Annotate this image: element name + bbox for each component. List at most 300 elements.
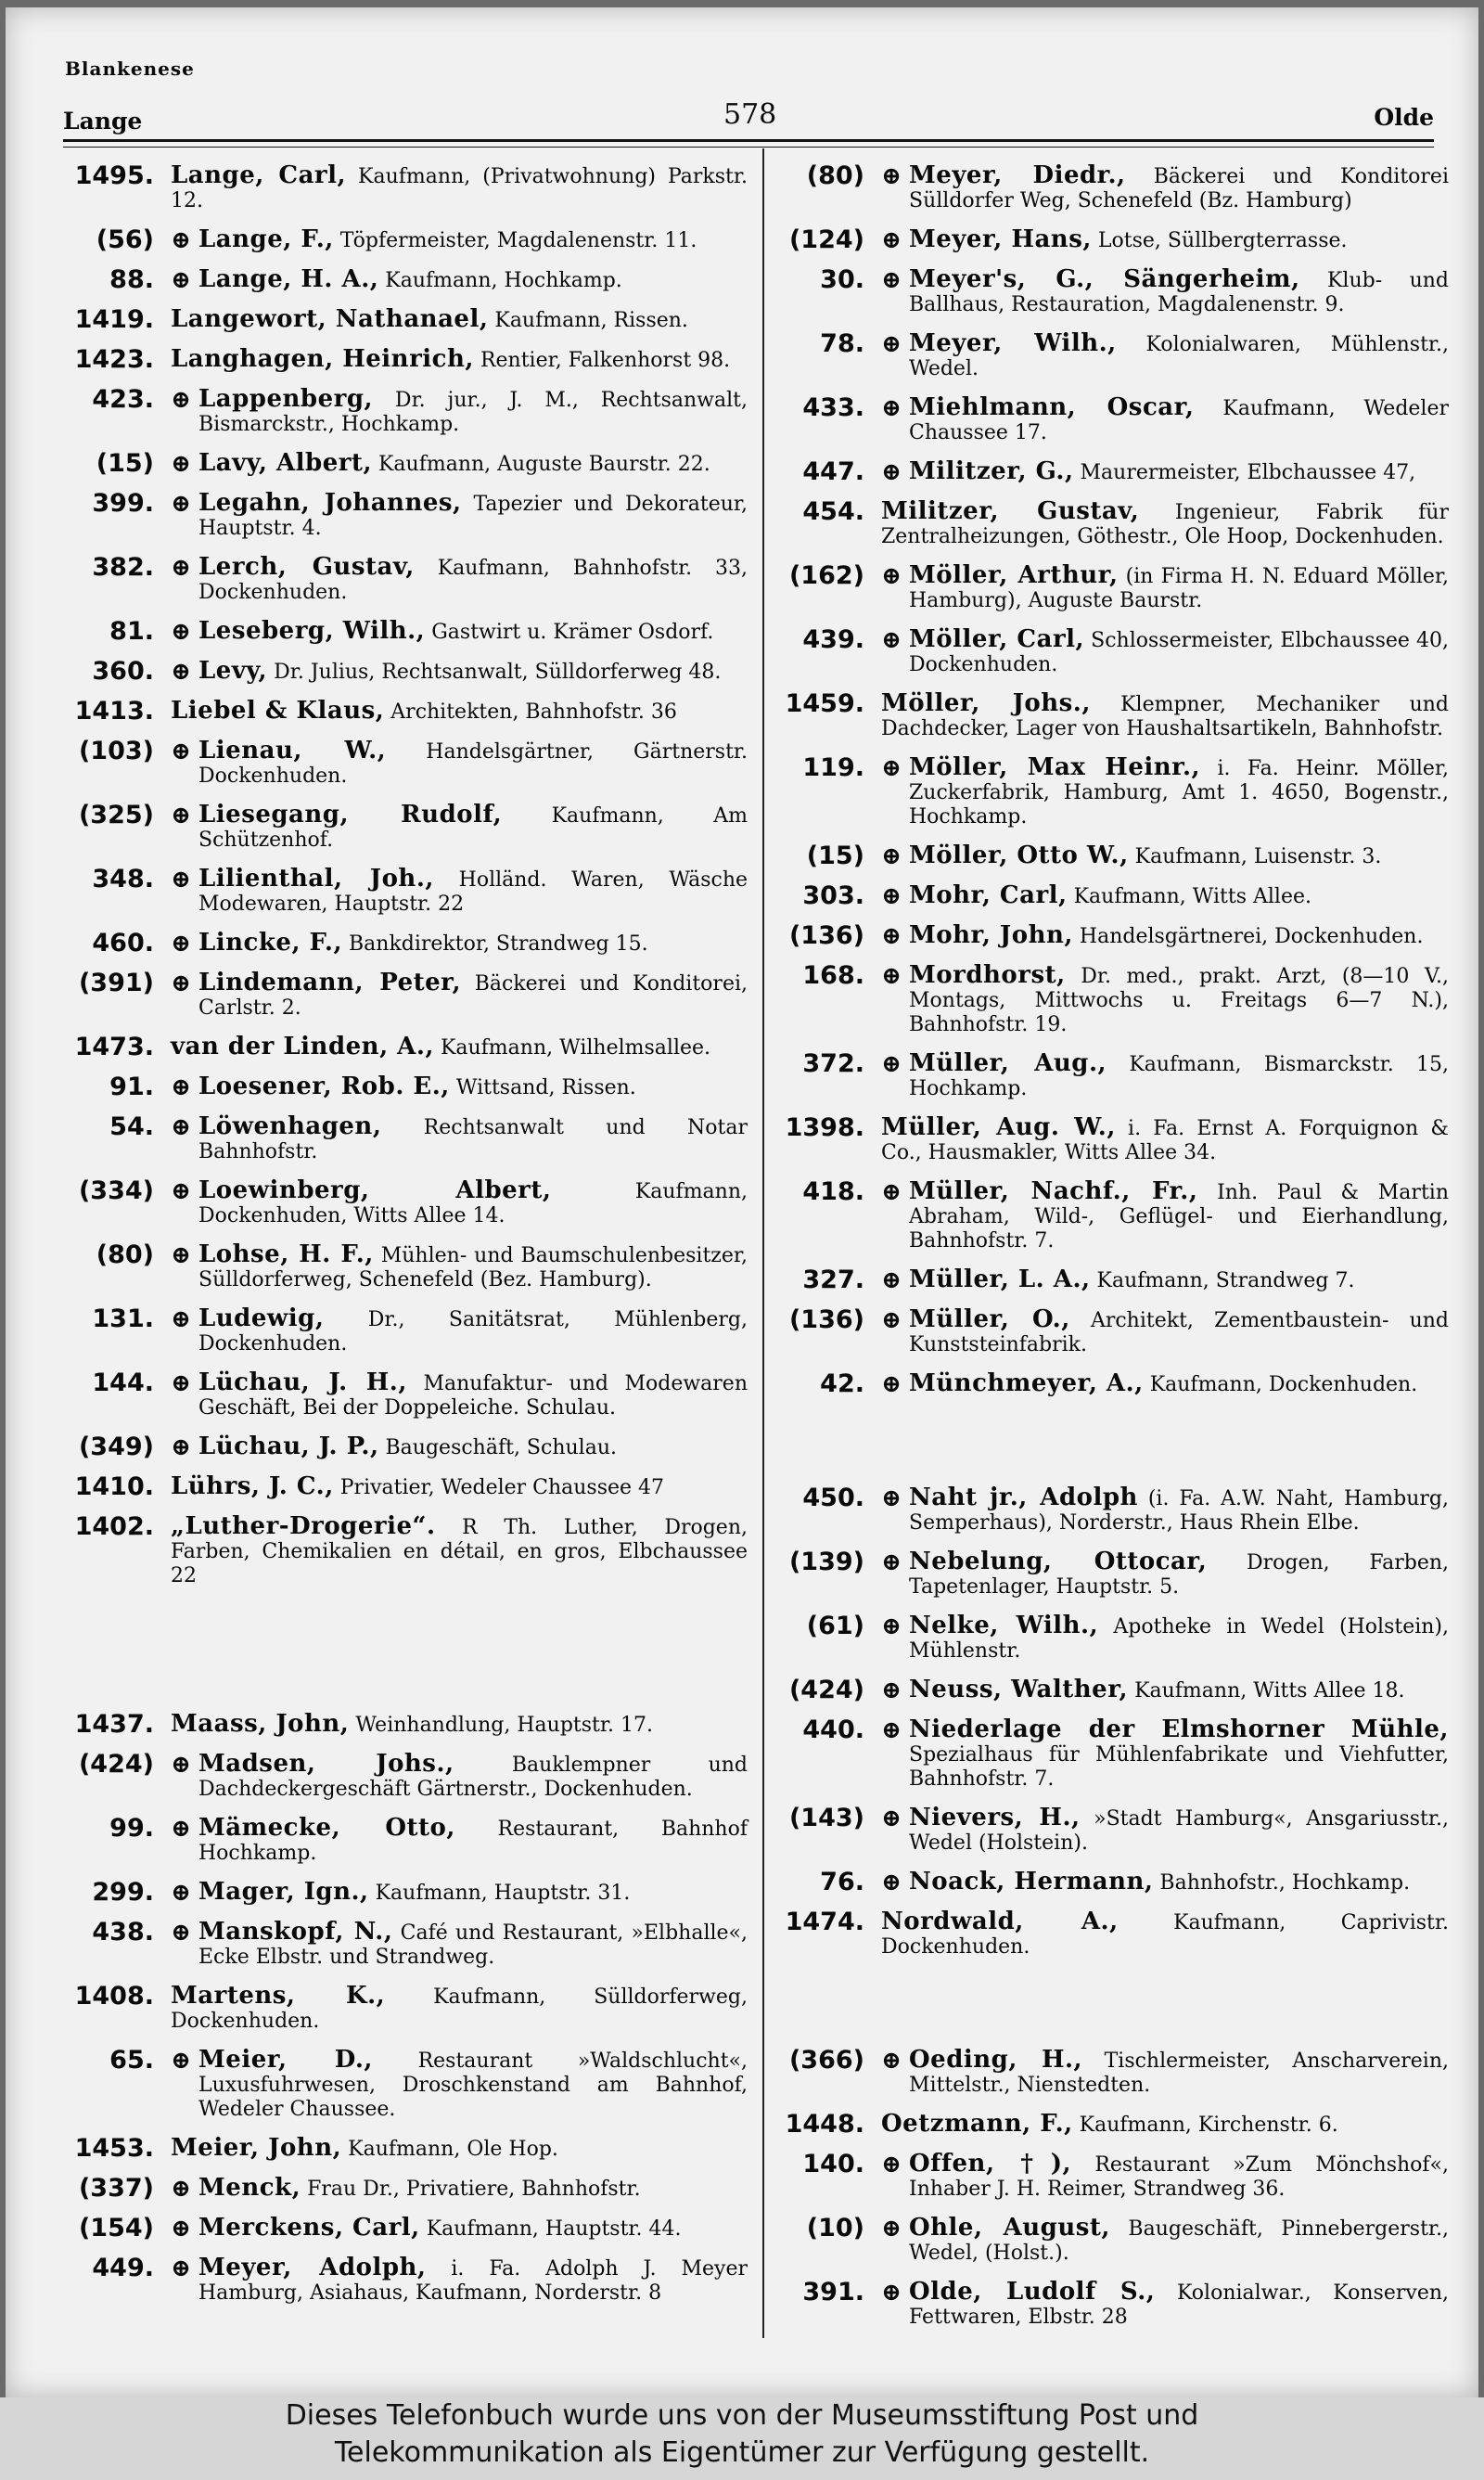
subscriber-details: Maurermeister, Elbchaussee 47, bbox=[1073, 461, 1416, 484]
directory-entry bbox=[781, 563, 1449, 613]
subscriber-details: Frau Dr., Privatiere, Bahnhofstr. bbox=[301, 2178, 641, 2201]
subscriber-details: Kaufmann, Am Schützenhof. bbox=[198, 804, 748, 852]
subscriber-name: Müller, Aug., bbox=[909, 1049, 1107, 1077]
directory-entry bbox=[781, 395, 1449, 445]
subscriber-details: Gastwirt u. Krämer Osdorf. bbox=[425, 621, 714, 644]
phone-mark-icon: ⊕ bbox=[171, 1241, 191, 1269]
subscriber-name: Ludewig, bbox=[198, 1304, 325, 1332]
phone-mark-icon: ⊕ bbox=[171, 866, 191, 893]
entry-text bbox=[198, 491, 748, 541]
directory-entry bbox=[33, 1178, 748, 1228]
subscriber-name: van der Linden, A., bbox=[171, 1033, 434, 1060]
entry-text bbox=[198, 555, 748, 605]
subscriber-details: R Th. Luther, Drogen, Farben, Chemikalien en détail, en gros, Elbchaussee 22 bbox=[171, 1516, 748, 1587]
subscriber-details: Kaufmann, Rissen. bbox=[488, 309, 688, 332]
right-column bbox=[781, 163, 1449, 2344]
phone-mark-icon: ⊕ bbox=[881, 1805, 902, 1832]
subscriber-name: Manskopf, N., bbox=[198, 1918, 393, 1946]
subscriber-name: Lüchau, J. H., bbox=[198, 1368, 407, 1396]
subscriber-name: Loesener, Rob. E., bbox=[198, 1073, 450, 1100]
subscriber-details: Baugeschäft, Pinnebergerstr., Wedel, (Holst.). bbox=[909, 2217, 1449, 2265]
phone-number: (143) bbox=[788, 1804, 864, 1832]
phone-number: 1402. bbox=[74, 1512, 154, 1541]
subscriber-name: Löwenhagen, bbox=[198, 1112, 382, 1140]
subscriber-name: Leseberg, Wilh., bbox=[198, 617, 426, 645]
subscriber-details: Kaufmann, (Privatwohnung) Parkstr. 12. bbox=[171, 165, 748, 212]
phone-number: 1398. bbox=[785, 1113, 864, 1142]
subscriber-details: (i. Fa. A.W. Naht, Hamburg, Semperhaus), Norderstr., Haus Rhein Elbe. bbox=[909, 1487, 1449, 1535]
directory-entry bbox=[33, 1370, 748, 1420]
subscriber-name: Madsen, Johs., bbox=[198, 1750, 454, 1778]
header-rule-thin bbox=[63, 147, 1434, 148]
phone-number: 1413. bbox=[74, 697, 154, 726]
phone-mark-icon: ⊕ bbox=[881, 962, 902, 990]
directory-entry bbox=[781, 883, 1449, 909]
entry-text bbox=[881, 2112, 1449, 2138]
subscriber-name: Liesegang, Rudolf, bbox=[198, 801, 503, 829]
subscriber-name: Müller, Aug. W., bbox=[881, 1113, 1116, 1141]
directory-entry bbox=[33, 659, 748, 685]
phone-mark-icon: ⊕ bbox=[171, 738, 191, 765]
subscriber-name: Müller, L. A., bbox=[909, 1266, 1091, 1293]
phone-mark-icon: ⊕ bbox=[881, 1266, 902, 1294]
entry-text bbox=[909, 563, 1449, 613]
phone-number: (103) bbox=[78, 737, 154, 765]
entry-text bbox=[198, 970, 748, 1021]
phone-number: (56) bbox=[96, 225, 154, 254]
entry-text bbox=[909, 883, 1449, 909]
directory-entry bbox=[781, 1307, 1449, 1357]
directory-entry bbox=[781, 843, 1449, 869]
entry-text bbox=[198, 2176, 748, 2202]
entry-text bbox=[198, 1752, 748, 1802]
phone-number: 450. bbox=[802, 1484, 864, 1512]
page-number: 578 bbox=[723, 98, 777, 131]
directory-entry bbox=[33, 1114, 748, 1164]
subscriber-details: Architekten, Bahnhofstr. 36 bbox=[384, 700, 677, 724]
subscriber-name: Möller, Arthur, bbox=[909, 561, 1119, 589]
entry-text bbox=[171, 1474, 748, 1500]
subscriber-details: Kaufmann, Dockenhuden, Witts Allee 14. bbox=[198, 1180, 748, 1227]
phone-mark-icon: ⊕ bbox=[881, 1178, 902, 1206]
subscriber-details: Töpfermeister, Magdalenenstr. 11. bbox=[333, 229, 697, 252]
entry-text bbox=[198, 451, 748, 477]
directory-entry bbox=[33, 1920, 748, 1970]
header-rule-thick bbox=[63, 139, 1434, 142]
subscriber-name: Liebel & Klaus, bbox=[171, 697, 385, 725]
directory-entry bbox=[33, 619, 748, 645]
phone-number: 99. bbox=[109, 1814, 154, 1843]
subscriber-details: Apotheke in Wedel (Holstein), Mühlenstr. bbox=[909, 1615, 1449, 1663]
phone-number: (124) bbox=[788, 225, 864, 254]
entry-text bbox=[198, 1370, 748, 1420]
subscriber-details: Bäckerei und Konditorei, Carlstr. 2. bbox=[198, 972, 748, 1020]
subscriber-details: Mühlen- und Baumschulenbesitzer, Sülldorferweg, Schenefeld (Bez. Hamburg). bbox=[198, 1244, 748, 1291]
subscriber-details: Rentier, Falkenhorst 98. bbox=[473, 349, 731, 372]
subscriber-details: i. Fa. Adolph J. Meyer Hamburg, Asiahaus, Kaufmann, Norderstr. 8 bbox=[198, 2257, 748, 2305]
entry-text bbox=[909, 1717, 1449, 1792]
subscriber-name: Nordwald, A., bbox=[881, 1908, 1119, 1935]
directory-entry bbox=[781, 2280, 1449, 2330]
phone-number: (10) bbox=[806, 2214, 864, 2242]
directory-entry bbox=[781, 227, 1449, 253]
subscriber-details: Privatier, Wedeler Chaussee 47 bbox=[333, 1476, 665, 1499]
directory-entry bbox=[33, 1816, 748, 1866]
phone-number: 119. bbox=[802, 753, 864, 782]
phone-mark-icon: ⊕ bbox=[881, 922, 902, 950]
entry-text bbox=[171, 163, 748, 213]
subscriber-name: Nievers, H., bbox=[909, 1804, 1081, 1831]
entry-text bbox=[171, 307, 748, 333]
subscriber-details: Tapezier und Dekorateur, Hauptstr. 4. bbox=[198, 493, 748, 540]
subscriber-details: Kaufmann, Hauptstr. 31. bbox=[368, 1882, 631, 1905]
entry-text bbox=[909, 1677, 1449, 1703]
phone-number: 81. bbox=[109, 617, 154, 646]
subscriber-name: Niederlage der Elmshorner Mühle, bbox=[909, 1715, 1449, 1743]
phone-number: 372. bbox=[802, 1049, 864, 1078]
phone-number: (162) bbox=[788, 561, 864, 590]
subscriber-name: Mohr, John, bbox=[909, 921, 1073, 949]
subscriber-details: Architekt, Zementbaustein- und Kunststeinfabrik. bbox=[909, 1309, 1449, 1356]
subscriber-details: Holländ. Waren, Wäsche Modewaren, Hauptstr. 22 bbox=[198, 868, 748, 916]
subscriber-name: Möller, Carl, bbox=[909, 625, 1085, 653]
subscriber-details: Inh. Paul & Martin Abraham, Wild-, Geflügel- und Eierhandlung, Bahnhofstr. 7. bbox=[909, 1181, 1449, 1253]
entry-text bbox=[198, 739, 748, 789]
directory-entry bbox=[33, 1514, 748, 1588]
phone-mark-icon: ⊕ bbox=[881, 1869, 902, 1896]
subscriber-name: Oeding, H., bbox=[909, 2046, 1083, 2074]
phone-mark-icon: ⊕ bbox=[171, 1369, 191, 1397]
directory-page bbox=[6, 7, 1478, 2397]
subscriber-name: Meier, D., bbox=[198, 2046, 373, 2074]
entry-text bbox=[909, 331, 1449, 381]
phone-number: (136) bbox=[788, 1305, 864, 1334]
phone-number: (154) bbox=[78, 2214, 154, 2242]
directory-entry bbox=[33, 347, 748, 373]
directory-entry bbox=[33, 2216, 748, 2242]
entry-text bbox=[198, 227, 748, 253]
phone-number: 348. bbox=[92, 865, 154, 893]
phone-number: 327. bbox=[802, 1266, 864, 1294]
directory-entry bbox=[33, 163, 748, 213]
subscriber-details: Kaufmann, Kirchenstr. 6. bbox=[1072, 2114, 1338, 2137]
phone-number: 65. bbox=[109, 2046, 154, 2075]
subscriber-details: Café und Restaurant, »Elbhalle«, Ecke Elbstr. und Strandweg. bbox=[198, 1921, 748, 1969]
section-gap bbox=[781, 1973, 1449, 2048]
subscriber-details: (in Firma H. N. Eduard Möller, Hamburg), Auguste Baurstr. bbox=[909, 565, 1449, 612]
subscriber-name: Möller, Otto W., bbox=[909, 842, 1129, 869]
subscriber-name: Levy, bbox=[198, 657, 268, 685]
directory-entry bbox=[781, 691, 1449, 741]
section-gap bbox=[33, 1602, 748, 1712]
section-gap bbox=[781, 1411, 1449, 1485]
subscriber-details: Kaufmann, Witts Allee 18. bbox=[1128, 1679, 1405, 1703]
phone-mark-icon: ⊕ bbox=[171, 1305, 191, 1333]
phone-mark-icon: ⊕ bbox=[171, 1073, 191, 1101]
subscriber-details: Dr., Sanitätsrat, Mühlenberg, Dockenhuden. bbox=[198, 1308, 748, 1356]
subscriber-details: Kaufmann, Dockenhuden. bbox=[1143, 1373, 1418, 1396]
entry-text bbox=[881, 499, 1449, 549]
entry-text bbox=[198, 1114, 748, 1164]
subscriber-details: Kaufmann, Bahnhofstr. 33, Dockenhuden. bbox=[198, 557, 748, 604]
phone-number: 144. bbox=[92, 1368, 154, 1397]
subscriber-details: Ingenieur, Fabrik für Zentralheizungen, Göthestr., Ole Hoop, Dockenhuden. bbox=[881, 501, 1449, 548]
directory-entry bbox=[33, 2176, 748, 2202]
directory-entry bbox=[33, 1306, 748, 1356]
subscriber-name: Nelke, Wilh., bbox=[909, 1612, 1099, 1639]
phone-mark-icon: ⊕ bbox=[171, 490, 191, 518]
directory-entry bbox=[781, 1371, 1449, 1397]
phone-number: 449. bbox=[92, 2254, 154, 2282]
directory-entry bbox=[33, 387, 748, 437]
subscriber-name: Lappenberg, bbox=[198, 385, 374, 413]
subscriber-details: Kaufmann, Caprivistr. Dockenhuden. bbox=[881, 1911, 1449, 1959]
phone-number: 440. bbox=[802, 1715, 864, 1744]
subscriber-name: Miehlmann, Oscar, bbox=[909, 393, 1195, 421]
phone-number: (80) bbox=[806, 161, 864, 190]
phone-mark-icon: ⊕ bbox=[881, 1548, 902, 1576]
phone-mark-icon: ⊕ bbox=[881, 562, 902, 590]
phone-number: 447. bbox=[802, 457, 864, 486]
directory-entry bbox=[33, 1984, 748, 2034]
directory-entry bbox=[33, 555, 748, 605]
subscriber-name: Militzer, G., bbox=[909, 457, 1074, 485]
phone-number: 42. bbox=[820, 1369, 864, 1398]
entry-text bbox=[909, 627, 1449, 677]
subscriber-name: „Luther-Drogerie“. bbox=[171, 1512, 436, 1540]
subscriber-details: Kaufmann, Bismarckstr. 15, Hochkamp. bbox=[909, 1053, 1449, 1100]
entry-text bbox=[198, 2216, 748, 2242]
phone-mark-icon: ⊕ bbox=[171, 554, 191, 582]
directory-entry bbox=[781, 1909, 1449, 1960]
phone-mark-icon: ⊕ bbox=[171, 1751, 191, 1779]
phone-number: (424) bbox=[78, 1750, 154, 1779]
phone-mark-icon: ⊕ bbox=[881, 1306, 902, 1334]
directory-entry bbox=[781, 331, 1449, 381]
phone-number: (80) bbox=[96, 1240, 154, 1269]
subscriber-details: Klempner, Mechaniker und Dachdecker, Lager von Haushaltsartikeln, Bahnhofstr. bbox=[881, 693, 1449, 740]
subscriber-details: Manufaktur- und Modewaren Geschäft, Bei der Doppeleiche. Schulau. bbox=[198, 1372, 748, 1420]
phone-number: 1408. bbox=[74, 1982, 154, 2011]
phone-number: 140. bbox=[802, 2150, 864, 2178]
phone-number: 76. bbox=[820, 1868, 864, 1896]
directory-entry bbox=[33, 451, 748, 477]
subscriber-name: Loewinberg, Albert, bbox=[198, 1176, 552, 1204]
phone-number: (61) bbox=[806, 1612, 864, 1640]
directory-entry bbox=[33, 699, 748, 725]
phone-mark-icon: ⊕ bbox=[881, 2151, 902, 2178]
phone-mark-icon: ⊕ bbox=[881, 226, 902, 254]
subscriber-name: Lindemann, Peter, bbox=[198, 969, 462, 996]
phone-number: 454. bbox=[802, 497, 864, 526]
entry-text bbox=[198, 1178, 748, 1228]
entry-text bbox=[881, 691, 1449, 741]
phone-number: 303. bbox=[802, 881, 864, 910]
entry-text bbox=[909, 395, 1449, 445]
subscriber-name: Meyer, Diedr., bbox=[909, 161, 1126, 189]
subscriber-details: Wittsand, Rissen. bbox=[449, 1076, 636, 1099]
subscriber-details: Kaufmann, Auguste Baurstr. 22. bbox=[372, 453, 710, 476]
directory-entry bbox=[33, 267, 748, 293]
phone-mark-icon: ⊕ bbox=[171, 1919, 191, 1947]
footer-line-2: Telekommunikation als Eigentümer zur Verfügung gestellt. bbox=[334, 2436, 1150, 2469]
phone-number: 438. bbox=[92, 1918, 154, 1947]
phone-number: 1474. bbox=[785, 1908, 864, 1936]
entry-text bbox=[171, 347, 748, 373]
subscriber-details: Bankdirektor, Strandweg 15. bbox=[342, 932, 648, 956]
directory-entry bbox=[781, 2216, 1449, 2266]
entry-text bbox=[198, 387, 748, 437]
phone-number: (139) bbox=[788, 1548, 864, 1576]
entry-text bbox=[171, 1984, 748, 2034]
directory-entry bbox=[781, 163, 1449, 213]
footer-line-1: Dieses Telefonbuch wurde uns von der Museumsstiftung Post und bbox=[285, 2399, 1199, 2432]
entry-text bbox=[909, 755, 1449, 829]
entry-text bbox=[198, 659, 748, 685]
entry-text bbox=[198, 1074, 748, 1100]
phone-mark-icon: ⊕ bbox=[881, 162, 902, 190]
entry-text bbox=[909, 1805, 1449, 1856]
directory-entry bbox=[33, 803, 748, 853]
entry-text bbox=[198, 1434, 748, 1460]
phone-mark-icon: ⊕ bbox=[171, 226, 191, 254]
phone-number: 439. bbox=[802, 625, 864, 654]
phone-mark-icon: ⊕ bbox=[171, 802, 191, 829]
directory-entry bbox=[33, 970, 748, 1021]
subscriber-name: Möller, Max Heinr., bbox=[909, 753, 1201, 781]
phone-mark-icon: ⊕ bbox=[171, 2215, 191, 2242]
directory-entry bbox=[781, 1549, 1449, 1600]
directory-entry bbox=[33, 1752, 748, 1802]
subscriber-details: i. Fa. Heinr. Möller, Zuckerfabrik, Hamburg, Amt 1. 4650, Bogenstr., Hochkamp. bbox=[909, 757, 1449, 829]
phone-number: 460. bbox=[92, 929, 154, 957]
phone-number: (334) bbox=[78, 1176, 154, 1205]
phone-mark-icon: ⊕ bbox=[881, 458, 902, 486]
directory-entry bbox=[33, 1242, 748, 1292]
directory-entry bbox=[781, 1485, 1449, 1536]
phone-mark-icon: ⊕ bbox=[881, 1050, 902, 1078]
subscriber-details: »Stadt Hamburg«, Ansgariusstr., Wedel (Holstein). bbox=[909, 1807, 1449, 1855]
phone-number: 382. bbox=[92, 553, 154, 582]
subscriber-details: Kolonialwar., Konserven, Fettwaren, Elbstr. 28 bbox=[909, 2281, 1449, 2329]
subscriber-name: Mohr, Carl, bbox=[909, 881, 1068, 909]
subscriber-details: Drogen, Farben, Tapetenlager, Hauptstr. 5. bbox=[909, 1551, 1450, 1599]
entry-text bbox=[909, 1179, 1449, 1253]
subscriber-details: Dr. med., prakt. Arzt, (8—10 V., Montags, Mittwochs u. Freitags 6—7 N.), Bahnhofstr. 19. bbox=[909, 965, 1449, 1036]
directory-entry bbox=[33, 227, 748, 253]
subscriber-name: Lilienthal, Joh., bbox=[198, 865, 434, 893]
phone-number: 91. bbox=[109, 1073, 154, 1101]
directory-entry bbox=[33, 1712, 748, 1738]
subscriber-details: Spezialhaus für Mühlenfabrikate und Viehfutter, Bahnhofstr. 7. bbox=[909, 1743, 1449, 1791]
phone-mark-icon: ⊕ bbox=[881, 882, 902, 910]
phone-number: (366) bbox=[788, 2046, 864, 2075]
directory-entry bbox=[33, 1434, 748, 1460]
phone-mark-icon: ⊕ bbox=[171, 266, 191, 294]
phone-mark-icon: ⊕ bbox=[171, 1879, 191, 1907]
directory-entry bbox=[781, 459, 1449, 485]
subscriber-details: Kaufmann, Hauptstr. 44. bbox=[419, 2217, 682, 2241]
directory-entry bbox=[781, 1805, 1449, 1856]
subscriber-name: Legahn, Johannes, bbox=[198, 489, 462, 517]
directory-entry bbox=[781, 1115, 1449, 1165]
entry-text bbox=[881, 1115, 1449, 1165]
subscriber-name: Nebelung, Ottocar, bbox=[909, 1548, 1208, 1575]
subscriber-name: Lange, F., bbox=[198, 225, 334, 253]
subscriber-name: Meyer, Wilh., bbox=[909, 329, 1117, 357]
entry-text bbox=[198, 1920, 748, 1970]
subscriber-name: Lohse, H. F., bbox=[198, 1240, 374, 1268]
directory-entry bbox=[33, 1074, 748, 1100]
directory-entry bbox=[33, 1474, 748, 1500]
subscriber-name: Neuss, Walther, bbox=[909, 1676, 1129, 1703]
subscriber-details: Baugeschäft, Schulau. bbox=[378, 1436, 617, 1459]
phone-number: 78. bbox=[820, 329, 864, 358]
subscriber-details: Kaufmann, Hochkamp. bbox=[378, 269, 622, 292]
subscriber-details: Lotse, Süllbergterrasse. bbox=[1091, 229, 1348, 252]
phone-mark-icon: ⊕ bbox=[881, 1484, 902, 1512]
entry-text bbox=[198, 867, 748, 917]
phone-number: 423. bbox=[92, 385, 154, 414]
entry-text bbox=[198, 1816, 748, 1866]
entry-text bbox=[198, 1242, 748, 1292]
entry-text bbox=[171, 699, 748, 725]
subscriber-name: Mager, Ign., bbox=[198, 1878, 369, 1906]
phone-number: 1473. bbox=[74, 1033, 154, 1061]
phone-number: 1495. bbox=[74, 161, 154, 190]
entry-text bbox=[171, 1514, 748, 1588]
entry-text bbox=[909, 1307, 1449, 1357]
phone-number: 399. bbox=[92, 489, 154, 518]
entry-text bbox=[171, 2136, 748, 2162]
directory-entry bbox=[781, 1051, 1449, 1101]
column-divider bbox=[762, 148, 764, 2338]
subscriber-name: Noack, Hermann, bbox=[909, 1868, 1154, 1895]
entry-text bbox=[198, 1880, 748, 1906]
directory-entry bbox=[33, 2048, 748, 2122]
phone-mark-icon: ⊕ bbox=[171, 450, 191, 478]
entry-text bbox=[909, 1267, 1449, 1293]
entry-text bbox=[909, 2280, 1449, 2330]
directory-entry bbox=[33, 931, 748, 957]
phone-mark-icon: ⊕ bbox=[881, 2215, 902, 2242]
entry-text bbox=[198, 803, 748, 853]
subscriber-details: Dr. Julius, Rechtsanwalt, Sülldorferweg 48. bbox=[267, 661, 722, 684]
subscriber-name: Maass, John, bbox=[171, 1710, 350, 1738]
header-last-entry: Olde bbox=[1374, 104, 1434, 131]
subscriber-name: Lerch, Gustav, bbox=[198, 553, 415, 581]
phone-mark-icon: ⊕ bbox=[171, 2255, 191, 2282]
phone-number: (337) bbox=[78, 2174, 154, 2203]
phone-number: 1423. bbox=[74, 345, 154, 374]
subscriber-details: Kaufmann, Witts Allee. bbox=[1067, 885, 1311, 908]
directory-entry bbox=[33, 491, 748, 541]
subscriber-details: Restaurant »Zum Mönchshof«, Inhaber J. H. Reimer, Strandweg 36. bbox=[909, 2153, 1449, 2201]
phone-mark-icon: ⊕ bbox=[171, 2175, 191, 2203]
entry-text bbox=[198, 931, 748, 957]
directory-entry bbox=[33, 307, 748, 333]
entry-text bbox=[881, 1909, 1449, 1960]
phone-number: 433. bbox=[802, 393, 864, 422]
entry-text bbox=[909, 1613, 1449, 1664]
phone-mark-icon: ⊕ bbox=[171, 386, 191, 414]
entry-text bbox=[171, 1712, 748, 1738]
subscriber-details: Kaufmann, Wedeler Chaussee 17. bbox=[909, 397, 1450, 444]
directory-entry bbox=[781, 2152, 1449, 2202]
phone-mark-icon: ⊕ bbox=[171, 618, 191, 646]
directory-entry bbox=[781, 267, 1449, 317]
phone-mark-icon: ⊕ bbox=[881, 1716, 902, 1744]
